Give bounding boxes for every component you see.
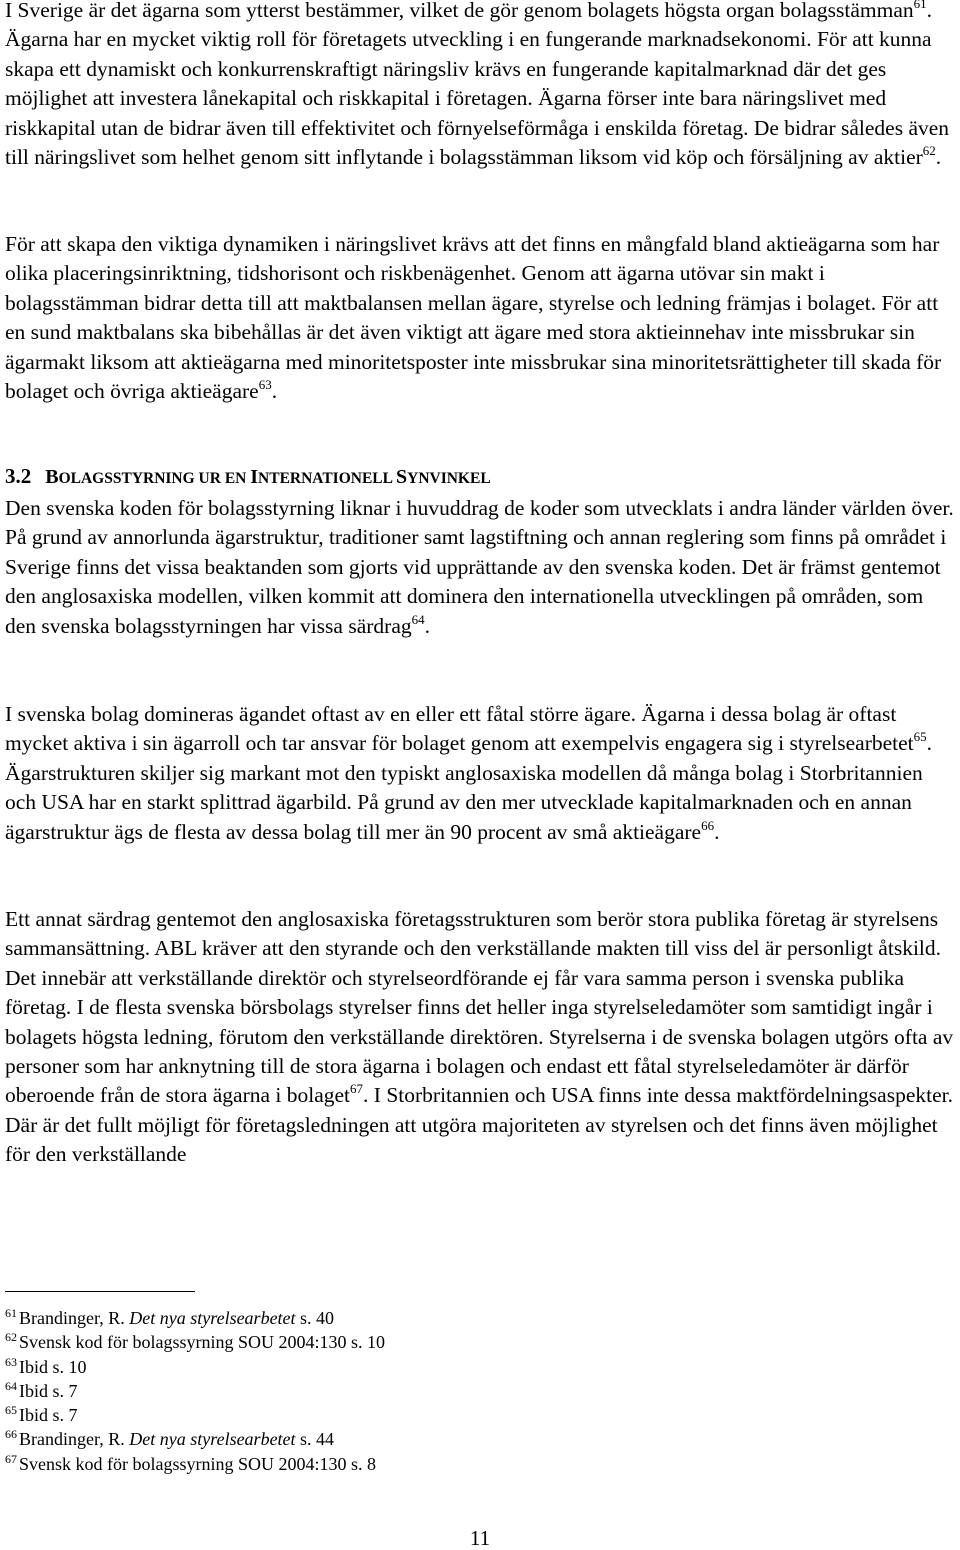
page-number: 11 bbox=[469, 1526, 491, 1550]
footnote-67: $^{67}$ Svensk kod för bolagssyrning SOU 2004:130 s. 8 bbox=[5, 1451, 377, 1474]
paragraph-text: . bbox=[424, 613, 430, 638]
footnote-65: $^{65}$ Ibid s. 7 bbox=[5, 1403, 78, 1426]
paragraph-text: I svenska bolag domineras ägandet oftast av en eller ett fåtal större ägare. Ägarna i dessa bolag är oftast mycket aktiva i sin ägarroll och tar ansvar för bolaget genom att exempelvis engagera sig i styrelsearbetet bbox=[5, 702, 914, 756]
paragraph-text: . I Storbritannien och USA finns inte dessa maktfördelningsaspekter. Där är det fullt möjligt för företagsledningen att utgöra majoriteten av styrelsen och det finns även möjlighet för den verkställande bbox=[5, 1083, 953, 1167]
footnote-separator bbox=[5, 1291, 195, 1292]
paragraph-text: I Sverige är det ägarna som ytterst bestämmer, vilket de gör genom bolagets högsta organ bolagsstämman bbox=[5, 0, 914, 22]
paragraph-text: . bbox=[714, 819, 720, 844]
paragraph-text: . bbox=[271, 379, 278, 404]
footnote-61: $^{61}$ Brandinger, R. Det nya styrelsearbetet s. 40 bbox=[5, 1306, 335, 1328]
heading-text: NTERNATIONELL bbox=[258, 470, 396, 487]
paragraph-text: . bbox=[935, 145, 942, 170]
paragraph-text: Ett annat särdrag gentemot den anglosaxiska företagsstrukturen som berör stora publika företag är styrelsens sammansättning. ABL kräver att den styrande och den verkställande makten till viss del är personligt åtskild. Det innebär att verkställande direktör och styrelseordförande ej får vara samma person i svenska publika företag. I de flesta svenska börsbolags styrelser finns det heller inga styrelseledamöter som samtidigt ingår i bolagets högsta ledning, förutom den verkställande direktören. Styrelserna i de svenska bolagen utgörs ofta av personer som har anknytning till de stora ägarna i bolagen och endast ett fåtal styrelseledamöter är därför oberoende från de stora ägarna i bolaget bbox=[5, 907, 954, 1108]
paragraph-swedish-code bbox=[5, 494, 957, 641]
paragraph-ownership-structure bbox=[5, 700, 957, 847]
footnote-ref-63[interactable]: 63 bbox=[258, 377, 272, 393]
paragraph-text: . Ägarstrukturen skiljer sig markant mot den typiskt anglosaxiska modellen då många bolag i Storbritannien och USA har en starkt splittrad ägarbild. På grund av den mer utvecklade kapitalmarknaden och en annan ägarstruktur ägs de flesta av dessa bolag till mer än 90 procent av små aktieägare bbox=[5, 731, 933, 844]
paragraph-text: För att skapa den viktiga dynamiken i näringslivet krävs att det finns en mångfald bland aktieägarna som har olika placeringsinriktning, tidshorisont och riskbenägenhet. Genom att ägarna utövar sin makt i bolagsstämman bidrar detta till att maktbalansen mellan ägare, styrelse och ledning främjas i bolaget. För att en sund maktbalans ska bibehållas är det även viktigt att ägare med stora aktieinnehav inte missbrukar sin ägarmakt liksom att aktieägarna med minoritetsposter inte missbrukar sina minoritetsrättigheter till skada för bolaget och övriga aktieägare bbox=[5, 232, 942, 404]
footnote-66: $^{66}$ Brandinger, R. Det nya styrelsearbetet s. 44 bbox=[5, 1427, 335, 1450]
heading-text: OLAGSSTYRNING UR EN bbox=[58, 470, 251, 487]
footnote-ref-61[interactable]: 61 bbox=[913, 0, 927, 11]
heading-text: I bbox=[250, 466, 259, 488]
section-heading bbox=[5, 463, 957, 492]
heading-text: B bbox=[45, 466, 59, 488]
footnotes bbox=[5, 1306, 905, 1476]
section-number: 3.2 bbox=[5, 464, 32, 488]
footnote-ref-65[interactable]: 65 bbox=[913, 729, 927, 745]
footnote-ref-67[interactable]: 67 bbox=[350, 1081, 364, 1097]
heading-text: YNVINKEL bbox=[407, 470, 491, 487]
footnote-ref-66[interactable]: 66 bbox=[701, 817, 715, 833]
footnote-63: $^{63}$ Ibid s. 10 bbox=[5, 1354, 87, 1377]
paragraph-ownership-role bbox=[5, 0, 957, 172]
paragraph-dynamics bbox=[5, 230, 957, 406]
footnote-62: $^{62}$ Svensk kod för bolagssyrning SOU 2004:130 s. 10 bbox=[5, 1330, 386, 1353]
footnote-ref-62[interactable]: 62 bbox=[922, 143, 936, 159]
paragraph-board-composition bbox=[5, 905, 957, 1170]
heading-text: S bbox=[396, 466, 408, 488]
footnote-64: $^{64}$ Ibid s. 7 bbox=[5, 1378, 78, 1401]
paragraph-text: Den svenska koden för bolagsstyrning liknar i huvuddrag de koder som utvecklats i andra länder världen över. På grund av annorlunda ägarstruktur, traditioner samt lagstiftning och annan reglering som finns på området i Sverige finns det vissa beaktanden som gjorts vid upprättande av den svenska koden. Det är främst gentemot den anglosaxiska modellen, vilken kommit att dominera den internationella utvecklingen på områden, som den svenska bolagsstyrningen har vissa särdrag bbox=[5, 496, 954, 638]
footnote-ref-64[interactable]: 64 bbox=[411, 611, 425, 627]
paragraph-text: . Ägarna har en mycket viktig roll för företagets utveckling i en fungerande marknadsekonomi. För att kunna skapa ett dynamiskt och konkurrenskraftigt näringsliv krävs en fungerande kapitalmarknad där det ges möjlighet att investera lånekapital och riskkapital i företagen. Ägarna förser inte bara näringslivet med riskkapital utan de bidrar även till effektivitet och förnyelseförmåga i enskilda företag. De bidrar således även till näringslivet som helhet genom sitt inflytande i bolagsstämman liksom vid köp och försäljning av aktier bbox=[5, 0, 950, 170]
